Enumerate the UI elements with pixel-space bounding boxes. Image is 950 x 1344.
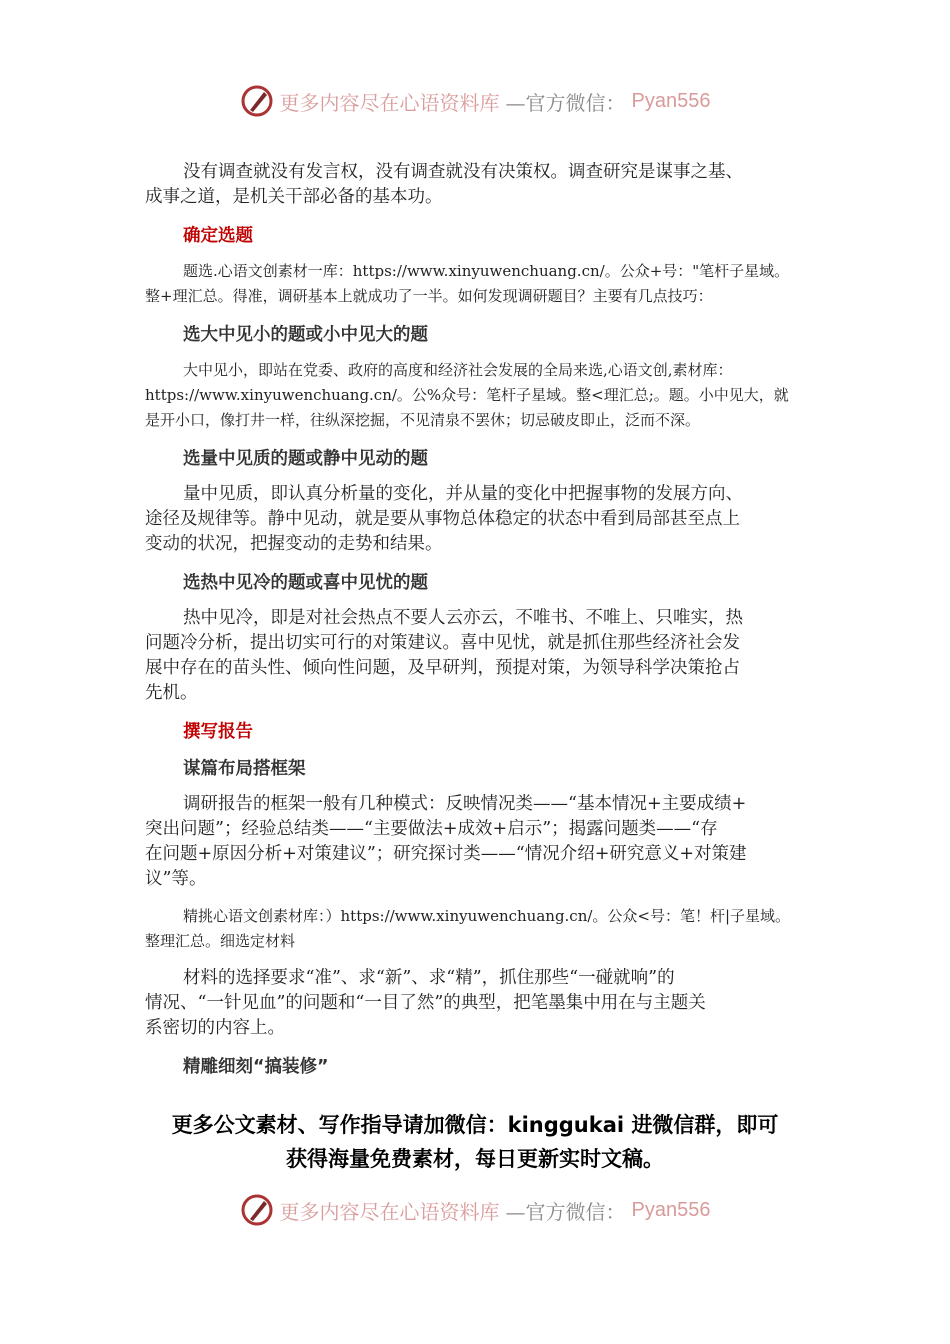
promo-banner <box>0 1108 950 1176</box>
text-line: 情况、“一针见血”的问题和“一目了然”的典型，把笔墨集中用在与主题关 <box>145 993 706 1013</box>
text-line: 变动的状况，把握变动的走势和结果。 <box>145 534 443 554</box>
text-line: 大中见小，即站在党委、政府的高度和经济社会发展的全局来选,心语文创,素材库： <box>183 361 733 379</box>
text-line: 先机。 <box>145 683 198 703</box>
intro-paragraph <box>145 160 810 210</box>
section-heading: 撰写报告 <box>183 722 253 742</box>
header-text-2: —官方微信： <box>505 90 626 115</box>
text-line: 系密切的内容上。 <box>145 1018 285 1038</box>
text-line: 整理汇总。细选定材料 <box>145 932 296 950</box>
text-line: 突出问题”；经验总结类——“主要做法+成效+启示”；揭露问题类——“存 <box>145 819 718 839</box>
paragraph <box>145 904 810 954</box>
paragraph <box>145 358 810 433</box>
footer-text-2: —官方微信： <box>505 1199 626 1224</box>
article-body <box>145 160 810 1090</box>
text-line: 调研报告的框架一般有几种模式：反映情况类——“基本情况+主要成绩+ <box>183 794 747 814</box>
text-line: 展中存在的苗头性、倾向性问题，及早研判，预提对策，为领导科学决策抢占 <box>145 658 740 678</box>
text-line: 题选.心语文创素材一库：https://www.xinyuwenchuang.cn/。公众+号："笔杆子星域。 <box>183 262 790 280</box>
subheading: 精雕细刻“搞装修” <box>183 1057 329 1077</box>
text-line: https://www.xinyuwenchuang.cn/。公%众号：笔杆子星域。整<理汇总;。题。小中见大，就 <box>145 386 789 404</box>
text-line: 在问题+原因分析+对策建议”；研究探讨类——“情况介绍+研究意义+对策建 <box>145 844 747 864</box>
pen-logo-icon <box>240 1193 274 1227</box>
pen-logo-icon <box>240 84 274 118</box>
text-line: 精挑心语文创素材库：）https://www.xinyuwenchuang.cn/。公众<号：笔！杆|子星域。 <box>183 907 791 925</box>
text-line: 量中见质，即认真分析量的变化，并从量的变化中把握事物的发展方向、 <box>183 484 743 504</box>
paragraph <box>145 482 810 557</box>
footer-watermark <box>0 1193 950 1227</box>
text-line: 是开小口，像打井一样，往纵深挖掘，不见清泉不罢休；切忌破皮即止，泛而不深。 <box>145 411 701 429</box>
section-heading: 确定选题 <box>183 226 253 246</box>
header-text-1: 更多内容尽在心语资料库 <box>279 90 500 115</box>
promo-line-2: 获得海量免费素材，每日更新实时文稿。 <box>286 1147 664 1171</box>
promo-line-1: 更多公文素材、写作指导请加微信：kinggukai 进微信群，即可 <box>171 1113 779 1137</box>
text-line: 问题冷分析，提出切实可行的对策建议。喜中见忧，就是抓住那些经济社会发 <box>145 633 740 653</box>
paragraph <box>145 792 810 892</box>
text-line: 成事之道，是机关干部必备的基本功。 <box>145 187 443 207</box>
subheading: 选热中见冷的题或喜中见忧的题 <box>183 573 428 593</box>
header-watermark <box>0 84 950 118</box>
footer-text-1: 更多内容尽在心语资料库 <box>279 1199 500 1224</box>
paragraph <box>145 606 810 706</box>
footer-wechat-id: Pyan556 <box>631 1198 711 1221</box>
text-line: 没有调查就没有发言权，没有调查就没有决策权。调查研究是谋事之基、 <box>183 162 743 182</box>
header-wechat-id: Pyan556 <box>631 89 711 112</box>
text-line: 整+理汇总。得准，调研基本上就成功了一半。如何发现调研题目？主要有几点技巧： <box>145 287 713 305</box>
text-line: 热中见冷，即是对社会热点不要人云亦云，不唯书、不唯上、只唯实，热 <box>183 608 743 628</box>
text-line: 途径及规律等。静中见动，就是要从事物总体稳定的状态中看到局部甚至点上 <box>145 509 740 529</box>
subheading: 谋篇布局搭框架 <box>183 759 306 779</box>
text-line: 材料的选择要求“准”、求“新”、求“精”，抓住那些“一碰就响”的 <box>183 968 675 988</box>
subheading: 选大中见小的题或小中见大的题 <box>183 325 428 345</box>
text-line: 议”等。 <box>145 869 207 889</box>
paragraph <box>145 966 810 1041</box>
paragraph <box>145 259 810 309</box>
subheading: 选量中见质的题或静中见动的题 <box>183 449 428 469</box>
